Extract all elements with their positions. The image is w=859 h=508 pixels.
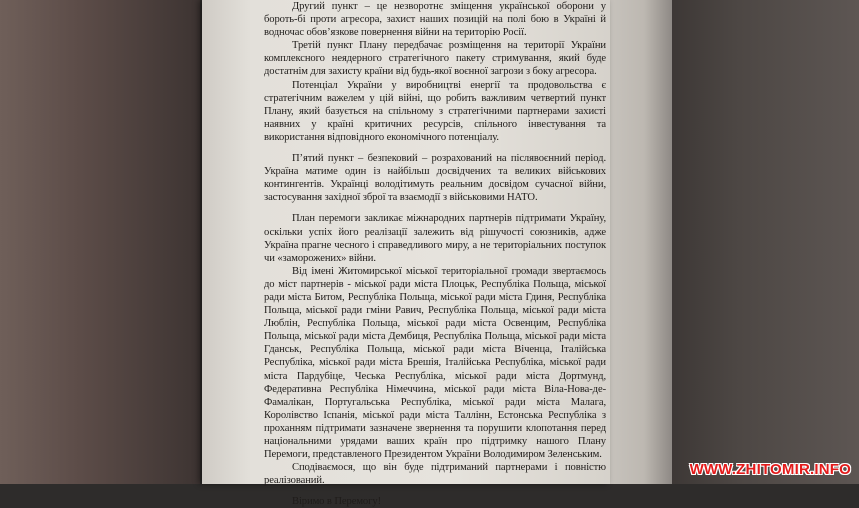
document-text: [264, 0, 606, 508]
paragraph-partners-appeal: План перемоги закликає міжнародних партнерів підтримати Україну, оскільки успіх його реалізації залежить від рішучості союзників, адже Україна прагне чесного і справедливого миру, а не територіальних поступок чи «заморожених» війни.: [264, 213, 606, 264]
paragraph-point-four: Потенціал України у виробництві енергії та продовольства є стратегічним важелем у цій війні, що робить важливим четвертий пункт Плану, який базується на спільному з стратегічними партнерами захисті наявних у країні критичних ресурсів, спільного інвестування та використання відповідного економічного потенціалу.: [264, 79, 606, 143]
paragraph-hope: Сподіваємося, що він буде підтриманий партнерами і повністю реалізований.: [264, 462, 606, 487]
background-right: [659, 0, 859, 484]
underlying-page-edge: [602, 0, 672, 484]
paragraph-sister-cities: Від імені Житомирської міської територіальної громади звертаємось до міст партнерів - міської ради міста Плоцьк, Республіка Польща, міської ради міста Битом, Республіка Польща, міської ради міста Гдиня, Республіка Польща, міської ради гміни Равич, Республіка Польща, міської ради міста Люблін, Республіка Польща, міської ради міста Освенцим, Республіка Польща, міської ради міста Дембиця, Республіка Польща, міської ради міста Гданськ, Республіка Польща, міської ради міста Віченца, Італійська Республіка, міської ради міста Брешія, Італійська Республіка, міської ради міста Пардубіце, Чеська Республіка, міської ради міста Дортмунд, Федеративна Республіка Німеччина, міської ради міста Віла-Нова-де-Фамалікан, Португальська Республіка, міської ради міста Малага, Королівство Іспанія, міської ради міста Таллінн, Естонська Республіка з проханням підтримати зазначене звернення та порушити клопотання перед національними урядами ваших країн про підтримку нашого Плану Перемоги, представленого Президентом України Володимиром Зеленським.: [264, 265, 606, 461]
paragraph-closing: Віримо в Перемогу!: [292, 496, 381, 508]
site-watermark: WWW.ZHITOMIR.INFO: [689, 461, 851, 478]
document-page: [202, 0, 610, 508]
paragraph-point-five: П’ятий пункт – безпековий – розрахований на післявоєнний період. Україна матиме один із найбільш досвідчених та великих військових контингентів. Українці володітимуть реальним досвідом сучасної війни, застосування західної зброї та взаємодії з військовими НАТО.: [264, 153, 606, 204]
background-left: [0, 0, 200, 484]
paragraph-point-two: Другий пункт – це незворотнє зміщення української оборони у бороть-бі проти агресора, захист наших позицій на полі бою в Україні й водночас обов’язкове повернення війни на територію Росії.: [264, 1, 606, 39]
paragraph-point-three: Третій пункт Плану передбачає розміщення на території України комплексного неядерного стратегічного пакету стримування, який буде достатнім для захисту країни від будь-якої воєнної загрози з боку агресора.: [264, 40, 606, 78]
